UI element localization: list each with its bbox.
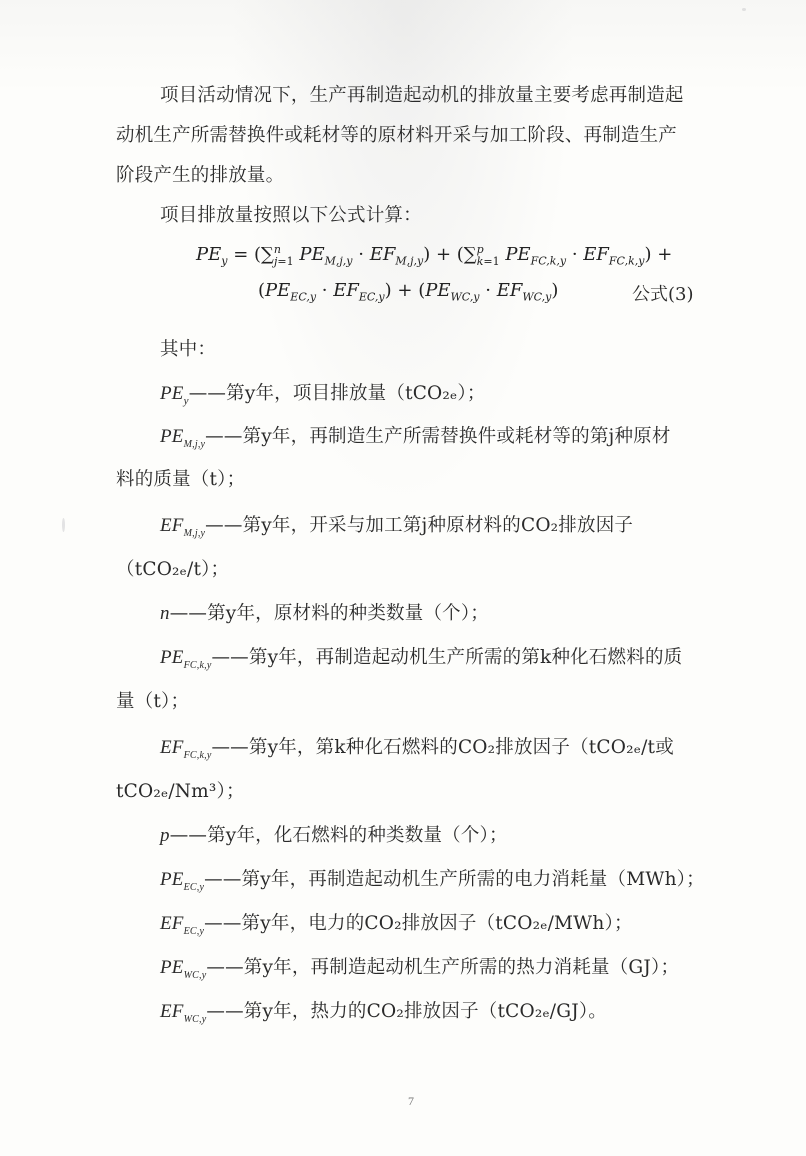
def-ef-wc-text: ——第y年，热力的CO₂排放因子（tCO₂ₑ/GJ）。 [206,1001,607,1022]
def-pe-ec [160,868,705,892]
symbol-ef-ec: $EF_{EC,y}$ [160,913,205,937]
def-pe-m-line-2: 料的质量（t）； [116,469,246,490]
formula-number: 公式(3) [632,284,694,305]
def-pe-wc [160,956,679,980]
formula-line-2: $(PE_{EC,y} \cdot EF_{EC,y}) + (PE_{WC,y} \cdot EF_{WC,y})$ [258,280,559,304]
symbol-pe-wc: $PE_{WC,y}$ [160,957,207,981]
def-p-text: ——第y年，化石燃料的种类数量（个）； [169,825,508,846]
def-ef-fc-text: ——第y年，第k种化石燃料的CO₂排放因子（tCO₂ₑ/t或 [211,737,674,758]
def-pe-fc-line-2: 量（t）； [116,691,190,712]
def-pe-y-text: ——第y年，项目排放量（tCO₂ₑ）； [188,383,486,404]
def-ef-wc [160,1000,607,1024]
formula-intro: 项目排放量按照以下公式计算： [160,205,422,226]
symbol-ef-fc: $EF_{FC,k,y}$ [160,737,212,761]
def-pe-wc-text: ——第y年，再制造起动机生产所需的热力消耗量（GJ）； [206,957,680,978]
def-pe-fc-line-1 [160,646,682,670]
def-pe-m-line-1 [160,425,671,449]
symbol-ef-wc: $EF_{WC,y}$ [160,1001,207,1025]
intro-line-1: 项目活动情况下，生产再制造起动机的排放量主要考虑再制造起 [160,85,684,106]
symbol-pe-ec: $PE_{EC,y}$ [160,869,205,893]
def-n [160,602,489,626]
symbol-pe-fc: $PE_{FC,k,y}$ [160,647,212,671]
def-pe-fc-text: ——第y年，再制造起动机生产所需的第k种化石燃料的质 [211,647,683,668]
def-n-text: ——第y年，原材料的种类数量（个）； [169,603,490,624]
def-ef-fc-line-1 [160,736,674,760]
def-pe-m-text: ——第y年，再制造生产所需替换件或耗材等的第j种原材 [205,426,671,447]
intro-line-2: 动机生产所需替换件或耗材等的原材料开采与加工阶段、再制造生产 [116,125,678,146]
page-number: 7 [408,1094,414,1108]
intro-line-3: 阶段产生的排放量。 [116,165,285,186]
symbol-pe-y: $PE_y$ [160,383,189,407]
def-pe-ec-text: ——第y年，再制造起动机生产所需的电力消耗量（MWh）； [204,869,705,890]
symbol-n: n [160,603,170,624]
scan-speck [62,518,65,532]
def-ef-fc-line-2: tCO₂ₑ/Nm³）； [116,781,245,802]
symbol-pe-m: $PE_{M,j,y}$ [160,426,206,450]
def-ef-m-line-1 [160,514,633,538]
def-ef-m-line-2: （tCO₂ₑ/t）； [116,559,230,580]
where-label: 其中： [160,339,217,360]
def-ef-m-text: ——第y年，开采与加工第j种原材料的CO₂排放因子 [205,515,634,536]
scan-speck [742,8,746,11]
def-ef-ec [160,912,633,936]
symbol-p: p [160,825,170,846]
def-pe-y [160,382,486,406]
symbol-ef-m: $EF_{M,j,y}$ [160,515,206,539]
formula-line-1: $PE_y = (\sum^n_{j=1}$ $PE_{M,j,y} \cdot EF_{M,j,y}) + (\sum^p_{k=1}$ $PE_{FC,k,y} \cdot EF_{FC,k,y}$) + [196,243,673,268]
def-ef-ec-text: ——第y年，电力的CO₂排放因子（tCO₂ₑ/MWh）； [204,913,633,934]
def-p [160,824,508,848]
